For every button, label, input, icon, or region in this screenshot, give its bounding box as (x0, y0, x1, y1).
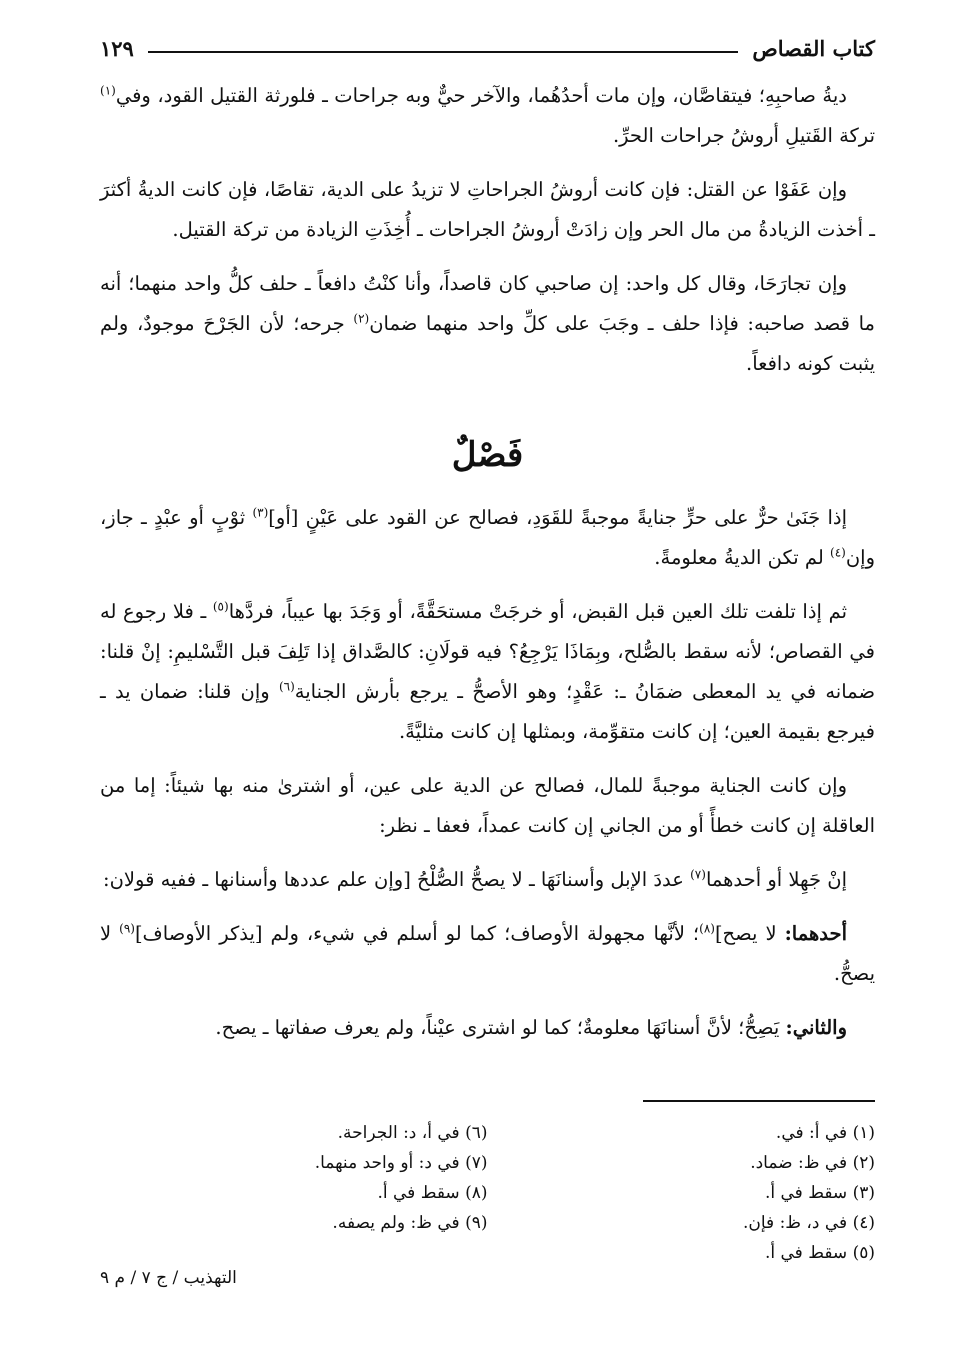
footnote: (١) في أ: في. (775, 1123, 875, 1143)
footnote: (٣) سقط في أ. (764, 1183, 875, 1203)
footnote-marker: (٥) (212, 599, 229, 614)
header-rule (148, 51, 738, 53)
footnote-marker: (٩) (119, 921, 135, 936)
paragraph (100, 766, 875, 846)
paragraph (100, 914, 875, 994)
book-page (100, 30, 875, 1340)
paragraph-text: وإن قلنا: ضمان يد ـ فيرجع بقيمة العين؛ إن كانت متقوِّمة، وبمثلها إن كانت مثليَّةً. (100, 680, 875, 743)
paragraph-text: جرحه؛ لأن الجَرْحَ موجودٌ، ولم يثبت كونه دافعاً. (100, 312, 875, 375)
paragraph-text: وإن كانت الجناية موجبةً للمال، فصالح عن الدية على عين، أو اشترىٰ منه بها شيئاً: إما من العاقلة إن كانت خطأً أو من الجاني إن كانت عمداً، فعفا ـ نظر: (100, 774, 875, 837)
paragraph-text: إنْ جَهِلا أو أحدهما (705, 868, 847, 891)
paragraph-text: وإن تجارَحَا، وقال كل واحد: إن صاحبي كان قاصداً، وأنا كنْتُ دافعاً ـ حلف كلُّ واحد منهما؛ أنه ما قصد صاحبه: فإذا حلف ـ وجَبَ على كلِّ واحد منهما ضمان (100, 272, 875, 335)
paragraph-text: عددَ الإبل وأسنانَهَا ـ لا يصحُّ الصُّلْحُ [وإن علم عددها وأسنانها ـ ففيه قولان: (103, 868, 691, 891)
paragraph-text: إذا جَنَىٰ حرٌّ على حرٍّ جنايةً موجبةً للقَوَدِ، فصالح عن القود على عَيْنٍ [أو] (268, 506, 848, 529)
footnote: (٨) سقط في أ. (377, 1183, 488, 1203)
paragraph (100, 860, 875, 900)
section-heading: فَصْلٌ (451, 435, 524, 475)
paragraph-text: ـ فلا رجوع له في القصاص؛ لأنه سقط بالصُّلح، وبِمَاذَا يَرْجِعُ؟ فيه قولَانِ: كالصَّداق إذا تَلِفَ قبل التَّسْليمِ: إنْ قلنا: ضمانه في يد المعطى ضمَانُ ـ: عَقْدٍ؛ وهو الأصحُّ ـ يرجع بأرش الجناية (100, 600, 876, 703)
footnote-marker: (٢) (353, 311, 370, 326)
paragraphs-before-heading (100, 76, 875, 384)
paragraph-lead: والثاني: (785, 1016, 847, 1039)
footnote: (٢) في ظ: ضماد. (750, 1153, 875, 1173)
paragraph-text: ؛ لأنَّها مجهولة الأوصاف؛ كما لو أسلم في شيء، ولم [يذكر الأوصاف] (134, 922, 700, 945)
footnote: (٦) في أ، د: الجراحة. (337, 1123, 488, 1143)
footnote: (٤) في د، ظ: فإن. (742, 1213, 875, 1233)
main-text (100, 76, 875, 1062)
footnote-marker: (٣) (252, 505, 269, 520)
paragraph-text: ثوْبٍ أو عبْدٍ ـ جاز، وإن (100, 506, 875, 569)
paragraph (100, 592, 875, 752)
paragraph-text: يَصِحُّ؛ لأنَّ أسنانَهَا معلومةٌ؛ كما لو اشترى عيْناً، ولم يعرف صفاتها ـ يصح. (215, 1016, 786, 1039)
signature-mark: التهذيب / ج ٧ / م ٩ (100, 1268, 237, 1288)
paragraph-text: لا يصح] (714, 922, 785, 945)
paragraph (100, 264, 875, 384)
paragraph-text: لا يصحُّ. (100, 922, 875, 985)
footnotes-right-column (488, 1118, 876, 1268)
footnote-separator (643, 1100, 875, 1102)
paragraphs-after-heading (100, 498, 875, 1048)
footnote: (٧) في د: أو واحد منهما. (314, 1153, 488, 1173)
paragraph-text: لم تكن الديةُ معلومةً. (654, 546, 831, 569)
paragraph-text: وإن عَفَوْا عن القتل: فإن كانت أروشُ الجراحاتِ لا تزيدُ على الدية، تقاصًا، فإن كانت الديةُ أكثرَ ـ أخذت الزيادةُ من مال الحر وإن زادَتْ أروشُ الجراحات ـ أُخِذَتِ الزيادة من تركة القتيل. (100, 178, 875, 241)
paragraph-text: ثم إذا تلفت تلك العين قبل القبض، أو خرجَتْ مستحَقَّةً، أو وَجَدَ بها عيباً، فردَّها (228, 600, 847, 623)
paragraph (100, 170, 875, 250)
paragraph-text: تركة القَتيلِ أروشُ جراحات الحرِّ. (612, 124, 875, 147)
footnotes (100, 1118, 875, 1268)
footnote-marker: (٧) (690, 867, 706, 882)
page-number: ١٢٩ (100, 35, 134, 61)
footnote-marker: (٤) (830, 545, 846, 560)
header-title: كتاب القصاص (752, 35, 875, 61)
paragraph-lead: أحدهما: (784, 922, 847, 945)
paragraph (100, 498, 875, 578)
footnote-marker: (٦) (278, 679, 295, 694)
footnote-marker: (١) (100, 83, 116, 98)
footnote: (٩) في ظ: ولم يصفه. (332, 1213, 488, 1233)
paragraph (100, 76, 875, 156)
paragraph-text: ديةُ صاحبِهِ؛ فيتقاصَّان، وإن مات أحدُهُما، والآخر حيٌّ وبه جراحات ـ فلورثة القتيل القود، وفي (115, 84, 847, 107)
footnote-marker: (٨) (699, 921, 715, 936)
footnote: (٥) سقط في أ. (764, 1243, 875, 1263)
paragraph (100, 1008, 875, 1048)
footnotes-left-column (100, 1118, 488, 1268)
running-header (100, 30, 875, 66)
